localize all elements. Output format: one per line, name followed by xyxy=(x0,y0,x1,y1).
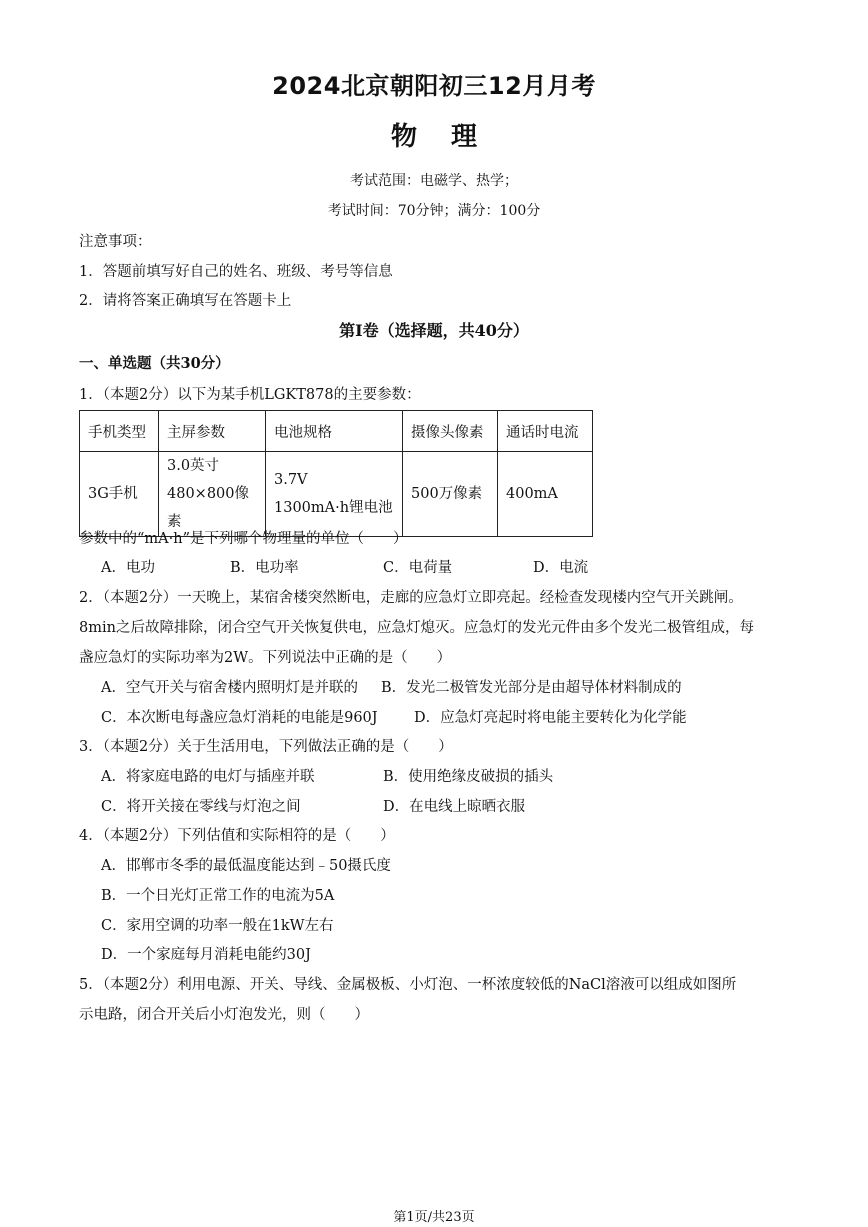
cell-text: 3.0英寸 xyxy=(167,458,220,474)
question-2-stem: 8min之后故障排除，闭合空气开关恢复供电，应急灯熄灭。应急灯的发光元件由多个发光二极管组成，每 xyxy=(79,620,754,636)
cell-text: 3.7V xyxy=(274,472,308,488)
part1-title: 第I卷（选择题，共40分） xyxy=(339,321,529,340)
question-1-text: 参数中的“mA·h”是下列哪个物理量的单位（ ） xyxy=(79,531,408,547)
option-c: C．电荷量 xyxy=(383,560,453,576)
question-3-stem: 3．（本题2分）关于生活用电，下列做法正确的是（ ） xyxy=(79,739,453,755)
option-a: A．将家庭电路的电灯与插座并联 xyxy=(101,769,315,785)
option-d: D．一个家庭每月消耗电能约30J xyxy=(101,947,311,963)
phone-params-table xyxy=(79,410,593,537)
option-c: C．将开关接在零线与灯泡之间 xyxy=(101,799,301,815)
page-footer: 第1页/共23页 xyxy=(393,1210,475,1225)
table-row xyxy=(80,452,593,537)
question-4-stem: 4．（本题2分）下列估值和实际相符的是（ ） xyxy=(79,828,395,844)
question-5-stem: 示电路，闭合开关后小灯泡发光，则（ ） xyxy=(79,1007,369,1023)
cell-text: 3G手机 xyxy=(88,486,138,502)
option-c: C．家用空调的功率一般在1kW左右 xyxy=(101,918,334,934)
question-1-stem: 1．（本题2分）以下为某手机LGKT878的主要参数： xyxy=(79,387,421,403)
option-b: B．电功率 xyxy=(230,560,299,576)
option-b: B．使用绝缘皮破损的插头 xyxy=(383,769,554,785)
table-cell xyxy=(159,452,266,537)
option-a: A．电功 xyxy=(101,560,155,576)
notes-heading: 注意事项： xyxy=(79,234,152,250)
cell-text: 1300mA·h锂电池 xyxy=(274,500,393,516)
option-d: D．在电线上晾晒衣服 xyxy=(383,799,526,815)
table-header-cell: 摄像头像素 xyxy=(403,411,498,452)
table-cell xyxy=(266,452,403,537)
table-header-cell: 通话时电流 xyxy=(498,411,593,452)
option-a: A．空气开关与宿舍楼内照明灯是并联的 xyxy=(101,680,358,696)
cell-text: 480×800像素 xyxy=(167,486,250,530)
question-2-stem: 盏应急灯的实际功率为2W。下列说法中正确的是（ ） xyxy=(79,650,452,666)
table-header-cell: 主屏参数 xyxy=(159,411,266,452)
option-d: D．应急灯亮起时将电能主要转化为化学能 xyxy=(414,710,687,726)
notes-item: 2．请将答案正确填写在答题卡上 xyxy=(79,293,292,309)
table-header-cell: 手机类型 xyxy=(80,411,159,452)
cell-text: 400mA xyxy=(506,486,558,502)
question-5-stem: 5．（本题2分）利用电源、开关、导线、金属极板、小灯泡、一杯浓度较低的NaCl溶液可以组成如图所 xyxy=(79,977,737,993)
table-header-row xyxy=(80,411,593,452)
exam-time-score: 考试时间：70分钟；满分：100分 xyxy=(327,203,541,219)
question-2-stem: 2．（本题2分）一天晚上，某宿舍楼突然断电，走廊的应急灯立即亮起。经检查发现楼内空气开关跳闸。 xyxy=(79,590,743,606)
exam-scope: 考试范围：电磁学、热学； xyxy=(350,173,518,189)
notes-item: 1．答题前填写好自己的姓名、班级、考号等信息 xyxy=(79,264,393,280)
option-d: D．电流 xyxy=(533,560,589,576)
table-header-cell: 电池规格 xyxy=(266,411,403,452)
option-b: B．一个日光灯正常工作的电流为5A xyxy=(101,888,335,904)
option-c: C．本次断电每盏应急灯消耗的电能是960J xyxy=(101,710,378,726)
cell-text: 500万像素 xyxy=(411,486,483,502)
option-a: A．邯郸市冬季的最低温度能达到﹣50摄氏度 xyxy=(101,858,391,874)
section1-title: 一、单选题（共30分） xyxy=(79,355,230,372)
exam-title: 2024北京朝阳初三12月月考 xyxy=(272,72,596,100)
table-cell xyxy=(498,452,593,537)
table-cell xyxy=(80,452,159,537)
subject-title: 物理 xyxy=(390,122,511,152)
table-cell xyxy=(403,452,498,537)
option-b: B．发光二极管发光部分是由超导体材料制成的 xyxy=(381,680,682,696)
